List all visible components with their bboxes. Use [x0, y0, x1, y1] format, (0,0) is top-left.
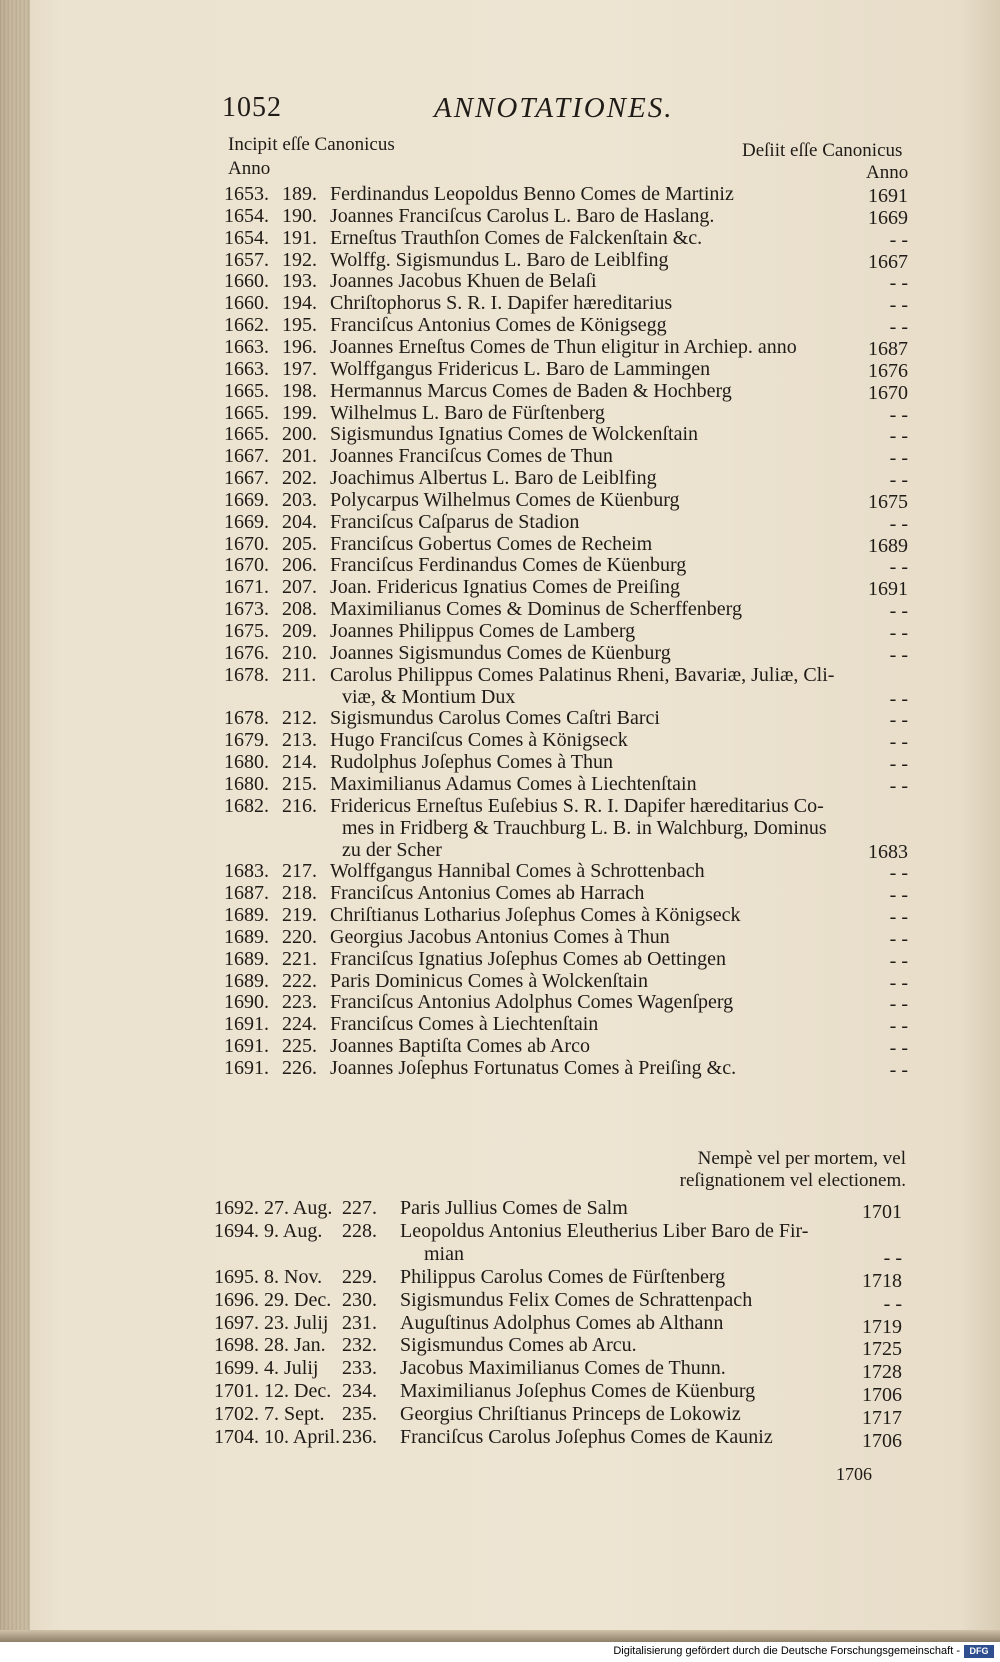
entry-year: 1678. — [224, 663, 269, 686]
entry-date: 1694. 9. Aug. — [214, 1219, 323, 1242]
entry-name: Joachimus Albertus L. Baro de Leiblfing — [330, 467, 657, 490]
entry-number: 212. — [282, 707, 317, 730]
entry-name: Sigismundus Ignatius Comes de Wolckenſtain — [330, 423, 698, 446]
entry-number: 219. — [282, 904, 317, 927]
entry-end-year: 1676 — [868, 359, 908, 382]
entry-number: 222. — [282, 969, 317, 992]
page-header — [222, 92, 682, 132]
entry-end-year: 1725 — [862, 1338, 902, 1361]
entry-name: Maximilianus Comes & Dominus de Scherffenberg — [330, 598, 742, 621]
entry-end-year: 1701 — [862, 1201, 902, 1223]
entry-name: Joannes Joſephus Fortunatus Comes à Preiſing &c. — [330, 1057, 737, 1079]
entry-name: Wolffgangus Hannibal Comes à Schrottenbach — [330, 860, 705, 883]
entry-end-year: 1706 — [862, 1384, 902, 1407]
entry-name: Auguſtinus Adolphus Comes ab Althann — [400, 1311, 724, 1334]
entry-end-year: 1719 — [862, 1315, 902, 1338]
entry-end-year: - - — [889, 971, 908, 994]
entry-name: Joannes Franciſcus Carolus L. Baro de Haslang. — [330, 204, 715, 227]
entry-number: 193. — [282, 270, 317, 293]
entry-end-year: - - — [889, 600, 908, 623]
entry-year: 1670. — [224, 532, 269, 555]
entry-year: 1669. — [224, 510, 269, 533]
entry-year: 1689. — [224, 904, 269, 927]
entry-end-year: 1717 — [862, 1407, 902, 1430]
entry-name: Erneſtus Trauthſon Comes de Falckenſtain &c. — [330, 226, 703, 249]
entry-end-year: 1706 — [862, 1430, 902, 1452]
entry-end-year: 1691 — [868, 185, 908, 207]
entry-number: 234. — [342, 1380, 377, 1403]
list-item — [0, 1425, 1000, 1451]
entry-name: Wolffg. Sigismundus L. Baro de Leiblfing — [330, 248, 669, 271]
entry-number: 215. — [282, 772, 317, 795]
entry-name: Joan. Fridericus Ignatius Comes de Preiſing — [330, 576, 680, 599]
entry-name: Wilhelmus L. Baro de Fürſtenberg — [330, 401, 605, 424]
entry-year: 1691. — [224, 1057, 269, 1079]
entry-number: 228. — [342, 1219, 377, 1242]
entry-name: Franciſcus Gobertus Comes de Recheim — [330, 532, 653, 555]
entry-year: 1657. — [224, 248, 269, 271]
running-title: ANNOTATIONES. — [434, 92, 674, 124]
entry-year: 1676. — [224, 641, 269, 664]
entry-end-year: 1691 — [868, 578, 908, 601]
entry-year: 1667. — [224, 467, 269, 490]
entry-name: Joannes Franciſcus Comes de Thun — [330, 445, 613, 468]
entry-name: Paris Dominicus Comes à Wolckenſtain — [330, 969, 648, 992]
entry-date: 1692. 27. Aug. — [214, 1197, 333, 1219]
entry-year: 1675. — [224, 620, 269, 642]
entry-end-year: - - — [889, 774, 908, 797]
entry-number: 210. — [282, 641, 317, 664]
entry-number: 214. — [282, 751, 317, 774]
entry-year: 1660. — [224, 270, 269, 293]
entry-year: 1662. — [224, 314, 269, 337]
entry-number: 209. — [282, 620, 317, 642]
entry-number: 224. — [282, 1013, 317, 1036]
entry-end-year: 1669 — [868, 206, 908, 229]
entry-year: 1689. — [224, 947, 269, 970]
entry-name: Sigismundus Carolus Comes Caſtri Barci — [330, 707, 660, 730]
entry-end-year: - - — [889, 228, 908, 251]
entry-name: Wolffgangus Fridericus L. Baro de Lammingen — [330, 357, 711, 380]
entry-number: 217. — [282, 860, 317, 883]
right-column-title: Deſiit eſſe Canonicus — [742, 140, 903, 161]
entry-number: 206. — [282, 554, 317, 577]
entry-date: 1704. 10. April. — [214, 1426, 341, 1448]
entry-number: 235. — [342, 1403, 377, 1426]
entry-number: 207. — [282, 576, 317, 599]
entry-name: Joannes Baptiſta Comes ab Arco — [330, 1035, 590, 1058]
entry-number: 221. — [282, 947, 317, 970]
entry-number: 218. — [282, 882, 317, 905]
entry-year: 1671. — [224, 576, 269, 599]
entry-name: Joannes Philippus Comes de Lamberg — [330, 620, 636, 642]
entry-end-year: - - — [889, 687, 908, 710]
entry-end-year: - - — [889, 753, 908, 776]
entry-end-year: 1728 — [862, 1361, 902, 1384]
entry-year: 1660. — [224, 292, 269, 315]
entry-end-year: - - — [889, 469, 908, 492]
entry-end-year: 1670 — [868, 381, 908, 404]
entry-end-year: - - — [889, 709, 908, 732]
entry-end-year: 1687 — [868, 337, 908, 360]
entry-name: Paris Jullius Comes de Salm — [400, 1197, 628, 1219]
entry-year: 1679. — [224, 729, 269, 752]
entry-end-year: - - — [889, 556, 908, 579]
entry-name: Fridericus Erneſtus Euſebius S. R. I. Dapifer hæreditarius Co- — [330, 794, 824, 817]
footer-bar — [0, 1642, 1000, 1662]
entry-number: 202. — [282, 467, 317, 490]
entry-name: Joannes Erneſtus Comes de Thun eligitur in Archiep. anno — [330, 335, 797, 358]
entry-number: 199. — [282, 401, 317, 424]
entry-number: 232. — [342, 1334, 377, 1357]
entry-year: 1680. — [224, 772, 269, 795]
entry-number: 204. — [282, 510, 317, 533]
entry-name: Franciſcus Ferdinandus Comes de Küenburg — [330, 554, 687, 577]
entry-end-year: - - — [889, 1059, 908, 1081]
entry-end-year: - - — [889, 512, 908, 535]
entry-number: 225. — [282, 1035, 317, 1058]
note-line-1: Nempè vel per mortem, vel — [697, 1148, 906, 1169]
entry-name: Maximilianus Adamus Comes à Liechtenſtain — [330, 772, 697, 795]
entry-end-year: - - — [889, 294, 908, 317]
entry-number: 236. — [342, 1426, 377, 1448]
entry-name: mes in Fridberg & Trauchburg L. B. in Walchburg, Dominus — [342, 816, 827, 839]
entry-number: 231. — [342, 1311, 377, 1334]
entry-end-year: - - — [889, 927, 908, 950]
entry-year: 1691. — [224, 1035, 269, 1058]
entry-year: 1691. — [224, 1013, 269, 1036]
entry-number: 213. — [282, 729, 317, 752]
entry-name: Franciſcus Ignatius Joſephus Comes ab Oettingen — [330, 947, 727, 970]
entry-date: 1698. 28. Jan. — [214, 1334, 326, 1357]
entry-end-year: - - — [889, 884, 908, 907]
entry-number: 227. — [342, 1197, 377, 1219]
entry-number: 191. — [282, 226, 317, 249]
entry-date: 1702. 7. Sept. — [214, 1403, 325, 1426]
entry-year: 1665. — [224, 379, 269, 402]
entry-name: viæ, & Montium Dux — [342, 685, 516, 708]
entry-name: Franciſcus Comes à Liechtenſtain — [330, 1013, 599, 1036]
entry-name: zu der Scher — [342, 838, 442, 861]
entry-number: 211. — [282, 663, 317, 686]
entry-date: 1696. 29. Dec. — [214, 1288, 332, 1311]
entry-name: Joannes Jacobus Khuen de Belaſi — [330, 270, 597, 293]
entry-number: 189. — [282, 183, 317, 205]
entry-name: mian — [424, 1242, 464, 1265]
entry-name: Chriſtianus Lotharius Joſephus Comes à Königseck — [330, 904, 741, 927]
entry-year: 1653. — [224, 183, 269, 205]
entry-year: 1667. — [224, 445, 269, 468]
entry-name: Carolus Philippus Comes Palatinus Rheni, Bavariæ, Juliæ, Cli- — [330, 663, 835, 686]
entry-number: 223. — [282, 991, 317, 1014]
entry-name: Polycarpus Wilhelmus Comes de Küenburg — [330, 488, 680, 511]
entry-date: 1701. 12. Dec. — [214, 1380, 332, 1403]
entry-end-year: - - — [889, 622, 908, 644]
catchword: 1706 — [836, 1464, 872, 1484]
entry-name: Maximilianus Joſephus Comes de Küenburg — [400, 1380, 756, 1403]
entry-name: Franciſcus Antonius Comes de Königsegg — [330, 314, 667, 337]
entry-number: 203. — [282, 488, 317, 511]
footer-credit: Digitalisierung gefördert durch die Deutsche Forschungsgemeinschaft - — [613, 1645, 960, 1657]
entry-end-year: - - — [889, 403, 908, 426]
entry-end-year: 1667 — [868, 250, 908, 273]
entry-end-year: 1683 — [868, 840, 908, 863]
entry-year: 1663. — [224, 357, 269, 380]
entry-year: 1654. — [224, 226, 269, 249]
entry-end-year: - - — [889, 425, 908, 448]
entry-end-year: - - — [889, 993, 908, 1016]
entry-name: Rudolphus Joſephus Comes à Thun — [330, 751, 613, 774]
entry-name: Georgius Jacobus Antonius Comes à Thun — [330, 925, 670, 948]
entry-name: Franciſcus Antonius Comes ab Harrach — [330, 882, 645, 905]
entry-number: 208. — [282, 598, 317, 621]
entry-year: 1678. — [224, 707, 269, 730]
entry-number: 200. — [282, 423, 317, 446]
entry-name: Philippus Carolus Comes de Fürſtenberg — [400, 1265, 726, 1288]
entry-year: 1682. — [224, 794, 269, 817]
entry-year: 1690. — [224, 991, 269, 1014]
entry-number: 197. — [282, 357, 317, 380]
entry-name: Hugo Franciſcus Comes à Königseck — [330, 729, 628, 752]
entry-year: 1654. — [224, 204, 269, 227]
entry-year: 1689. — [224, 925, 269, 948]
entry-number: 198. — [282, 379, 317, 402]
note-line-2: reſignationem vel electionem. — [679, 1170, 906, 1191]
entry-number: 230. — [342, 1288, 377, 1311]
entry-name: Sigismundus Comes ab Arcu. — [400, 1334, 637, 1357]
entry-end-year: 1675 — [868, 490, 908, 513]
entry-year: 1665. — [224, 401, 269, 424]
left-column-sub: Anno — [228, 158, 271, 179]
entry-name: Georgius Chriſtianus Princeps de Lokowiz — [400, 1403, 741, 1426]
entry-number: 220. — [282, 925, 317, 948]
entry-date: 1697. 23. Julij — [214, 1311, 329, 1334]
entry-end-year: - - — [889, 731, 908, 754]
entry-name: Chriſtophorus S. R. I. Dapifer hæreditarius — [330, 292, 673, 315]
entry-number: 201. — [282, 445, 317, 468]
dfg-logo: DFG — [964, 1645, 994, 1658]
entry-end-year: - - — [889, 949, 908, 972]
entry-name: Jacobus Maximilianus Comes de Thunn. — [400, 1357, 726, 1380]
entry-year: 1680. — [224, 751, 269, 774]
entry-year: 1665. — [224, 423, 269, 446]
entry-name: Sigismundus Felix Comes de Schrattenpach — [400, 1288, 753, 1311]
entry-number: 195. — [282, 314, 317, 337]
entry-end-year: - - — [889, 316, 908, 339]
entry-name: Joannes Sigismundus Comes de Küenburg — [330, 641, 671, 664]
entry-end-year: - - — [889, 862, 908, 885]
left-column-title: Incipit eſſe Canonicus — [228, 134, 395, 155]
entry-date: 1699. 4. Julij — [214, 1357, 319, 1380]
entry-year: 1670. — [224, 554, 269, 577]
entry-end-year: - - — [889, 447, 908, 470]
entry-name: Ferdinandus Leopoldus Benno Comes de Martiniz — [330, 183, 734, 205]
entry-number: 216. — [282, 794, 317, 817]
entry-date: 1695. 8. Nov. — [214, 1265, 323, 1288]
entry-end-year: - - — [889, 906, 908, 929]
entry-end-year: - - — [883, 1292, 902, 1315]
entry-year: 1687. — [224, 882, 269, 905]
entry-number: 194. — [282, 292, 317, 315]
entry-name: Franciſcus Antonius Adolphus Comes Wagenſperg — [330, 991, 734, 1014]
entry-number: 196. — [282, 335, 317, 358]
entry-end-year: - - — [889, 272, 908, 295]
entry-name: Franciſcus Caſparus de Stadion — [330, 510, 580, 533]
entry-end-year: - - — [883, 1246, 902, 1269]
entry-end-year: 1718 — [862, 1269, 902, 1292]
entry-year: 1683. — [224, 860, 269, 883]
entry-year: 1689. — [224, 969, 269, 992]
entry-number: 190. — [282, 204, 317, 227]
entry-year: 1669. — [224, 488, 269, 511]
entry-number: 229. — [342, 1265, 377, 1288]
entry-number: 233. — [342, 1357, 377, 1380]
list-item — [0, 1056, 1000, 1082]
entry-end-year: 1689 — [868, 534, 908, 557]
entry-number: 226. — [282, 1057, 317, 1079]
entry-year: 1663. — [224, 335, 269, 358]
entry-name: Leopoldus Antonius Eleutherius Liber Baro de Fir- — [400, 1219, 809, 1242]
entry-year: 1673. — [224, 598, 269, 621]
entry-end-year: - - — [889, 1037, 908, 1060]
entry-end-year: - - — [889, 1015, 908, 1038]
right-column-sub: Anno — [866, 162, 909, 183]
entry-number: 205. — [282, 532, 317, 555]
entry-number: 192. — [282, 248, 317, 271]
entry-name: Hermannus Marcus Comes de Baden & Hochberg — [330, 379, 732, 402]
entry-end-year: - - — [889, 643, 908, 666]
entry-name: Franciſcus Carolus Joſephus Comes de Kauniz — [400, 1426, 773, 1448]
page-number: 1052 — [222, 92, 282, 123]
